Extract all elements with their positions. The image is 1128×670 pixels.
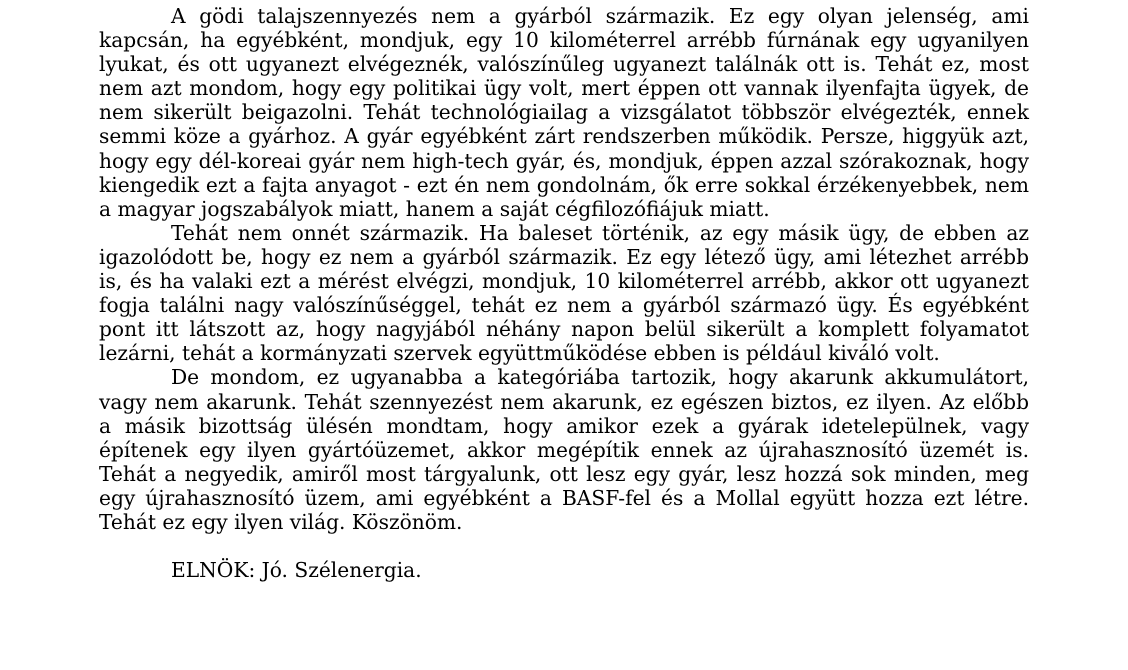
transcript-page <box>99 4 1029 582</box>
paragraph: De mondom, ez ugyanabba a kategóriába tartozik, hogy akarunk akkumulátort, vagy nem akarunk. Tehát szennyezést nem akarunk, ez egészen biztos, ez ilyen. Az előbb a másik bizottság ülésén mondtam, hogy amikor ezek a gyárak idetelepülnek, vagy építenek egy ilyen gyártóüzemet, akkor megépítik ennek az újrahasznosító üzemét is. Tehát a negyedik, amiről most tárgyalunk, ott lesz egy gyár, lesz hozzá sok minden, meg egy újrahasznosító üzem, ami egyébként a BASF-fel és a Mollal együtt hozza ezt létre. Tehát ez egy ilyen világ. Köszönöm. <box>99 365 1029 534</box>
speaker-name: ELNÖK: <box>171 558 256 583</box>
paragraph: A gödi talajszennyezés nem a gyárból származik. Ez egy olyan jelenség, ami kapcsán, ha egyébként, mondjuk, egy 10 kilométerrel arrébb fúrnának egy ugyanilyen lyukat, és ott ugyanezt elvégeznék, valószínűleg ugyanezt találnák ott is. Tehát ez, most nem azt mondom, hogy egy politikai ügy volt, mert éppen ott vannak ilyenfajta ügyek, de nem sikerült beigazolni. Tehát technológiailag a vizsgálatot többször elvégezték, ennek semmi köze a gyárhoz. A gyár egyébként zárt rendszerben működik. Persze, higgyük azt, hogy egy dél-koreai gyár nem high-tech gyár, és, mondjuk, éppen azzal szórakoznak, hogy kiengedik ezt a fajta anyagot - ezt én nem gondolnám, ők erre sokkal érzékenyebbek, nem a magyar jogszabályok miatt, hanem a saját cégfilozófiájuk miatt. <box>99 4 1029 221</box>
speaker-text: Jó. Szélenergia. <box>255 558 422 583</box>
paragraph: Tehát nem onnét származik. Ha baleset történik, az egy másik ügy, de ebben az igazolódott be, hogy ez nem a gyárból származik. Ez egy létező ügy, ami létezhet arrébb is, és ha valaki ezt a mérést elvégzi, mondjuk, 10 kilométerrel arrébb, akkor ott ugyanezt fogja találni nagy valószínűséggel, tehát ez nem a gyárból származó ügy. És egyébként pont itt látszott az, hogy nagyjából néhány napon belül sikerült a komplett folyamatot lezárni, tehát a kormányzati szervek együttműködése ebben is például kiváló volt. <box>99 220 1029 366</box>
speaker-line <box>99 558 1029 582</box>
